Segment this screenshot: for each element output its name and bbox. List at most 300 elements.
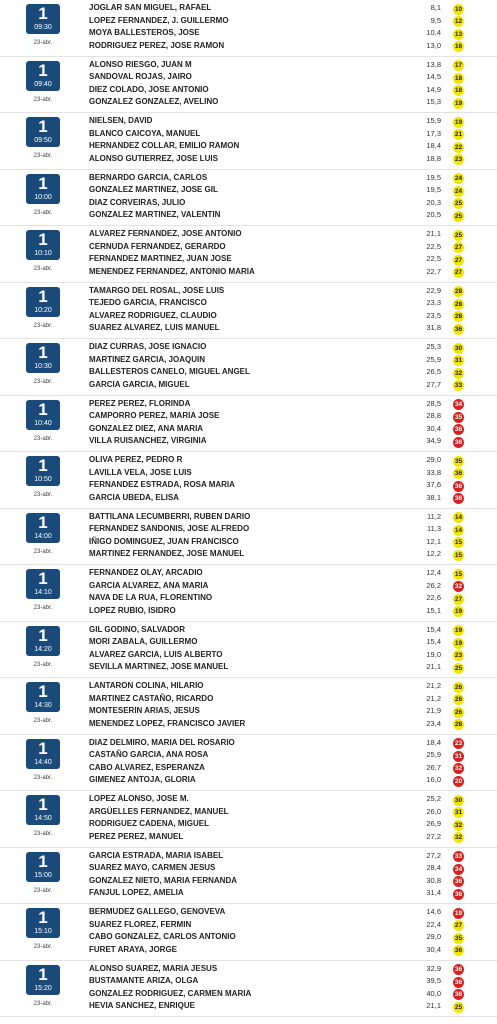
playing-handicap-badge: 35 [454, 934, 463, 942]
tee-time-group[interactable] [0, 396, 497, 453]
player-name: MENENDEZ LOPEZ, FRANCISCO JAVIER [89, 718, 246, 728]
handicap-index: 22,4 [426, 919, 441, 929]
handicap-index: 33,8 [426, 467, 441, 477]
player-name: ARGÜELLES FERNANDEZ, MANUEL [89, 806, 229, 816]
player-row [89, 322, 469, 335]
player-row [89, 285, 469, 298]
playing-handicap-badge: 15 [454, 551, 463, 559]
handicap-index: 29,0 [426, 455, 441, 464]
playing-handicap-badge: 33 [454, 853, 463, 860]
player-name: TEJEDO GARCIA, FRANCISCO [89, 298, 207, 307]
tee-date: 23-abr. [33, 209, 53, 216]
tee-badge [26, 852, 60, 882]
player-row [89, 84, 469, 97]
player-name: SUAREZ MAYO, CARMEN JESUS [89, 863, 216, 872]
player-rows [89, 2, 469, 52]
handicap-index: 13,8 [426, 59, 441, 69]
player-row [89, 71, 469, 84]
player-row [89, 379, 469, 392]
player-rows [89, 398, 469, 448]
tee-badge [26, 400, 60, 430]
playing-handicap-badge: 19 [454, 627, 463, 634]
handicap-index: 21,1 [426, 1001, 441, 1010]
playing-handicap-badge: 22 [454, 143, 463, 151]
player-row [89, 1000, 469, 1013]
tee-time-group[interactable] [0, 848, 497, 905]
playing-handicap-badge: 13 [454, 30, 463, 38]
tee-date: 23-abr. [33, 266, 53, 272]
player-name: ALVAREZ RODRIGUEZ, CLAUDIO [89, 310, 217, 320]
player-rows [89, 511, 469, 561]
player-name: DIAZ CURRAS, JOSE IGNACIO [89, 342, 207, 351]
player-name: PEREZ PEREZ, FLORINDA [89, 398, 191, 408]
tee-date: 23-abr. [33, 96, 53, 103]
tee-time: 15:10 [34, 928, 52, 935]
handicap-index: 21,2 [426, 693, 441, 703]
player-row [89, 454, 469, 467]
playing-handicap-badge: 36 [454, 966, 463, 973]
tee-date: 23-abr. [33, 718, 53, 724]
tee-number: 1 [38, 908, 48, 927]
handicap-index: 26,2 [426, 580, 441, 590]
player-name: FERNANDEZ OLAY, ARCADIO [89, 568, 203, 577]
handicap-index: 19,5 [426, 172, 441, 182]
playing-handicap-badge: 28 [454, 300, 463, 308]
tee-time: 10:30 [34, 363, 52, 370]
tee-date: 23-abr. [33, 1000, 53, 1007]
tee-date: 23-abr. [33, 944, 53, 950]
playing-handicap-badge: 19 [454, 99, 463, 107]
tee-number: 1 [38, 738, 48, 758]
playing-handicap-badge: 19 [454, 909, 463, 917]
player-row [89, 718, 469, 731]
handicap-index: 30,4 [426, 944, 441, 954]
player-name: OLIVA PEREZ, PEDRO R [89, 455, 183, 464]
player-row [89, 693, 469, 706]
playing-handicap-badge: 26 [454, 708, 463, 716]
tee-time: 15:20 [34, 984, 52, 992]
player-name: BERNARDO GARCIA, CARLOS [89, 172, 208, 182]
player-name: CERNUDA FERNANDEZ, GERARDO [89, 241, 226, 251]
player-name: ALONSO SUAREZ, MARIA JESUS [89, 963, 218, 973]
handicap-index: 13,0 [426, 40, 441, 50]
playing-handicap-badge: 33 [454, 382, 463, 389]
player-name: VILLA RUISANCHEZ, VIRGINIA [89, 436, 207, 445]
handicap-index: 25,2 [426, 794, 441, 803]
tee-time-group[interactable] [0, 565, 497, 622]
tee-number: 1 [38, 456, 48, 475]
player-row [89, 749, 469, 762]
tee-badge [26, 117, 60, 147]
player-row [89, 762, 469, 775]
tee-time-group[interactable] [0, 339, 497, 396]
handicap-index: 22,6 [426, 593, 441, 602]
playing-handicap-badge: 15 [454, 539, 463, 546]
tee-time-group[interactable] [0, 452, 497, 509]
playing-handicap-badge: 31 [454, 752, 463, 760]
playing-handicap-badge: 32 [454, 369, 463, 377]
playing-handicap-badge: 24 [454, 175, 463, 182]
handicap-index: 26,9 [426, 819, 441, 828]
player-name: FERNANDEZ ESTRADA, ROSA MARIA [89, 480, 235, 489]
playing-handicap-badge: 34 [454, 401, 463, 408]
player-name: HERNANDEZ COLLAR, EMILIO RAMON [89, 141, 240, 150]
player-row [89, 140, 469, 153]
playing-handicap-badge: 27 [454, 595, 463, 603]
playing-handicap-badge: 36 [454, 890, 463, 898]
player-rows [89, 454, 469, 504]
player-name: GONZALEZ RODRIGUEZ, CARMEN MARIA [89, 988, 252, 998]
player-row [89, 511, 469, 524]
player-rows [89, 172, 469, 222]
tee-date: 23-abr. [33, 605, 53, 611]
player-row [89, 423, 469, 436]
handicap-index: 30,8 [426, 875, 441, 885]
player-name: MARTINEZ GARCIA, JOAQUIN [89, 354, 205, 364]
playing-handicap-badge: 28 [454, 313, 463, 320]
player-name: SUAREZ ALVAREZ, LUIS MANUEL [89, 323, 220, 332]
handicap-index: 12,4 [426, 568, 441, 577]
handicap-index: 29,0 [426, 932, 441, 941]
handicap-index: 12,1 [426, 536, 441, 546]
tee-badge [26, 682, 60, 712]
player-name: TAMARGO DEL ROSAL, JOSE LUIS [89, 285, 225, 295]
player-name: CABO ALVAREZ, ESPERANZA [89, 762, 205, 772]
playing-handicap-badge: 25 [454, 664, 463, 672]
handicap-index: 15,4 [426, 637, 441, 646]
player-row [89, 931, 469, 944]
player-row [89, 2, 469, 15]
tee-badge [26, 343, 60, 373]
player-row [89, 209, 469, 222]
handicap-index: 25,9 [426, 354, 441, 364]
tee-badge [26, 965, 60, 995]
handicap-index: 32,9 [426, 963, 441, 973]
player-rows [89, 115, 469, 165]
player-rows [89, 737, 469, 787]
handicap-index: 15,9 [426, 116, 441, 125]
tee-time: 14:20 [34, 645, 52, 653]
playing-handicap-badge: 36 [454, 426, 463, 433]
player-name: GIMENEZ ANTOJA, GLORIA [89, 775, 196, 784]
handicap-index: 19,5 [426, 185, 441, 194]
playing-handicap-badge: 18 [454, 87, 463, 94]
player-name: CAMPORRO PEREZ, MARIA JOSE [89, 411, 220, 420]
player-name: ALONSO RIESGO, JUAN M [89, 59, 192, 69]
playing-handicap-badge: 27 [454, 256, 463, 264]
player-rows [89, 567, 469, 617]
tee-time-group[interactable] [0, 0, 497, 57]
handicap-index: 21,9 [426, 706, 441, 715]
player-name: LOPEZ FERNANDEZ, J. GUILLERMO [89, 15, 229, 25]
tee-time-group[interactable] [0, 170, 497, 227]
playing-handicap-badge: 30 [454, 344, 463, 352]
player-name: NIELSEN, DAVID [89, 116, 153, 125]
tee-time: 09:50 [34, 137, 52, 144]
player-name: GARCIA ESTRADA, MARIA ISABEL [89, 850, 224, 860]
player-row [89, 975, 469, 988]
handicap-index: 18,4 [426, 737, 441, 747]
player-name: NAVA DE LA RUA, FLORENTINO [89, 593, 213, 602]
handicap-index: 34,9 [426, 436, 441, 445]
player-row [89, 253, 469, 266]
player-row [89, 963, 469, 976]
player-row [89, 806, 469, 819]
handicap-index: 27,2 [426, 831, 441, 841]
player-row [89, 831, 469, 844]
playing-handicap-badge: 19 [454, 608, 463, 615]
playing-handicap-badge: 14 [454, 514, 463, 521]
player-row [89, 793, 469, 806]
playing-handicap-badge: 19 [454, 118, 463, 126]
handicap-index: 18,8 [426, 153, 441, 163]
tee-number: 1 [38, 512, 48, 532]
handicap-index: 40,0 [426, 988, 441, 998]
tee-time-group[interactable] [0, 283, 497, 340]
handicap-index: 30,4 [426, 423, 441, 433]
player-row [89, 919, 469, 932]
playing-handicap-badge: 32 [454, 834, 463, 841]
tee-time-group[interactable] [0, 961, 497, 1018]
player-name: FURET ARAYA, JORGE [89, 944, 178, 954]
player-row [89, 624, 469, 637]
player-row [89, 592, 469, 605]
player-rows [89, 228, 469, 278]
handicap-index: 21,2 [426, 681, 441, 690]
tee-time-group[interactable] [0, 57, 497, 114]
handicap-index: 25,3 [426, 342, 441, 351]
tee-badge [26, 739, 60, 769]
player-name: BALLESTEROS CANELO, MIGUEL ANGEL [89, 367, 250, 376]
playing-handicap-badge: 15 [454, 570, 463, 578]
playing-handicap-badge: 25 [454, 231, 463, 239]
tee-time-group[interactable] [0, 622, 497, 679]
playing-handicap-badge: 12 [454, 18, 463, 25]
player-row [89, 128, 469, 141]
player-name: GONZALEZ MARTINEZ, JOSE GIL [89, 185, 218, 194]
player-row [89, 661, 469, 674]
handicap-index: 28,5 [426, 398, 441, 408]
tee-time-group[interactable] [0, 113, 497, 170]
tee-number: 1 [38, 286, 48, 306]
tee-time-group[interactable] [0, 226, 497, 283]
player-row [89, 366, 469, 379]
player-row [89, 887, 469, 900]
tee-time: 10:40 [34, 419, 52, 427]
tee-date: 23-abr. [33, 153, 53, 159]
playing-handicap-badge: 23 [454, 652, 463, 659]
tee-badge [26, 513, 60, 543]
player-row [89, 354, 469, 367]
player-row [89, 705, 469, 718]
handicap-index: 10,4 [426, 28, 441, 37]
player-name: BATTILANA LECUMBERRI, RUBEN DARIO [89, 511, 251, 521]
playing-handicap-badge: 32 [454, 821, 463, 829]
player-name: IÑIGO DOMINGUEZ, JUAN FRANCISCO [89, 536, 239, 546]
tee-number: 1 [38, 682, 48, 701]
handicap-index: 27,2 [426, 850, 441, 860]
tee-badge [26, 61, 60, 91]
player-name: DIAZ DELMIRO, MARIA DEL ROSARIO [89, 737, 235, 747]
handicap-index: 14,9 [426, 84, 441, 94]
player-row [89, 310, 469, 323]
player-rows [89, 793, 469, 843]
tee-date: 23-abr. [33, 887, 53, 894]
player-row [89, 435, 469, 448]
tee-time: 09:30 [34, 24, 52, 31]
tee-time-group[interactable] [0, 509, 497, 566]
playing-handicap-badge: 27 [454, 269, 463, 276]
player-row [89, 988, 469, 1001]
tee-time: 10:00 [34, 193, 52, 201]
tee-number: 1 [38, 964, 48, 984]
player-name: GONZALEZ NIETO, MARIA FERNANDA [89, 875, 237, 885]
playing-handicap-badge: 36 [454, 438, 463, 446]
tee-time: 10:10 [34, 250, 52, 257]
handicap-index: 8,1 [430, 3, 441, 12]
player-row [89, 737, 469, 750]
playing-handicap-badge: 27 [454, 244, 463, 251]
player-row [89, 153, 469, 166]
handicap-index: 23,5 [426, 310, 441, 320]
tee-time: 10:20 [34, 306, 52, 314]
playing-handicap-badge: 23 [454, 740, 463, 747]
player-row [89, 467, 469, 480]
playing-handicap-badge: 31 [454, 809, 463, 816]
player-name: FERNANDEZ SANDONIS, JOSE ALFREDO [89, 524, 250, 533]
player-row [89, 605, 469, 618]
playing-handicap-badge: 26 [454, 696, 463, 703]
handicap-index: 22,5 [426, 241, 441, 251]
tee-time-group[interactable] [0, 791, 497, 848]
player-row [89, 818, 469, 831]
playing-handicap-badge: 16 [454, 43, 463, 50]
player-row [89, 172, 469, 185]
player-row [89, 523, 469, 536]
handicap-index: 28,8 [426, 411, 441, 420]
player-row [89, 266, 469, 279]
playing-handicap-badge: 26 [454, 683, 463, 691]
handicap-index: 28,4 [426, 863, 441, 872]
tee-number: 1 [38, 569, 48, 588]
tee-badge [26, 795, 60, 825]
player-name: MENENDEZ FERNANDEZ, ANTONIO MARIA [89, 266, 255, 276]
playing-handicap-badge: 35 [454, 413, 463, 421]
player-row [89, 862, 469, 875]
tee-number: 1 [38, 230, 48, 249]
player-row [89, 341, 469, 354]
player-row [89, 567, 469, 580]
handicap-index: 9,5 [430, 15, 441, 25]
tee-badge [26, 908, 60, 938]
player-row [89, 492, 469, 505]
player-name: SUAREZ FLOREZ, FERMIN [89, 919, 192, 929]
player-row [89, 184, 469, 197]
player-name: FANJUL LOPEZ, AMELIA [89, 888, 184, 897]
tee-badge [26, 230, 60, 260]
handicap-index: 15,4 [426, 624, 441, 634]
handicap-index: 26,5 [426, 367, 441, 376]
player-rows [89, 285, 469, 335]
player-row [89, 906, 469, 919]
playing-handicap-badge: 25 [454, 212, 463, 220]
tee-number: 1 [38, 625, 48, 645]
playing-handicap-badge: 36 [454, 991, 463, 998]
player-row [89, 680, 469, 693]
handicap-index: 22,7 [426, 266, 441, 276]
handicap-index: 12,2 [426, 549, 441, 558]
player-rows [89, 963, 469, 1013]
playing-handicap-badge: 36 [454, 470, 463, 477]
tee-time: 14:50 [34, 815, 52, 822]
tee-time: 14:10 [34, 589, 52, 596]
player-rows [89, 624, 469, 674]
playing-handicap-badge: 20 [454, 777, 463, 785]
handicap-index: 14,5 [426, 72, 441, 81]
tee-badge [26, 456, 60, 486]
player-name: DIEZ COLADO, JOSE ANTONIO [89, 84, 209, 94]
playing-handicap-badge: 30 [454, 796, 463, 804]
player-row [89, 241, 469, 254]
playing-handicap-badge: 19 [454, 639, 463, 647]
player-row [89, 228, 469, 241]
player-row [89, 398, 469, 411]
playing-handicap-badge: 23 [454, 156, 463, 163]
tee-number: 1 [38, 60, 48, 80]
playing-handicap-badge: 31 [454, 357, 463, 364]
player-name: LANTARON COLINA, HILARIO [89, 681, 204, 690]
playing-handicap-badge: 17 [454, 62, 463, 69]
player-name: PEREZ PEREZ, MANUEL [89, 831, 184, 841]
player-row [89, 297, 469, 310]
tee-number: 1 [38, 117, 48, 136]
player-name: DIAZ CORVEIRAS, JULIO [89, 197, 186, 207]
tee-time: 14:00 [34, 532, 52, 540]
handicap-index: 11,3 [426, 524, 441, 533]
player-row [89, 15, 469, 28]
tee-number: 1 [38, 795, 48, 814]
player-name: ALVAREZ GARCIA, LUIS ALBERTO [89, 649, 223, 659]
player-rows [89, 906, 469, 956]
tee-number: 1 [38, 399, 48, 419]
tee-time-group[interactable] [0, 678, 497, 735]
handicap-index: 19,0 [426, 649, 441, 659]
tee-badge [26, 4, 60, 34]
handicap-index: 38,1 [426, 492, 441, 502]
player-name: SANDOVAL ROJAS, JAIRO [89, 72, 192, 81]
player-name: GONZALEZ DIEZ, ANA MARIA [89, 423, 204, 433]
tee-time-group[interactable] [0, 735, 497, 792]
handicap-index: 20,3 [426, 197, 441, 207]
tee-time-group[interactable] [0, 904, 497, 961]
tee-time: 15:00 [34, 871, 52, 879]
tee-badge [26, 174, 60, 204]
handicap-index: 11,2 [426, 511, 441, 521]
handicap-index: 26,0 [426, 806, 441, 816]
tee-date: 23-abr. [33, 831, 53, 837]
playing-handicap-badge: 21 [454, 131, 463, 138]
player-row [89, 27, 469, 40]
player-rows [89, 850, 469, 900]
player-name: ALVAREZ FERNANDEZ, JOSE ANTONIO [89, 229, 242, 238]
playing-handicap-badge: 36 [454, 878, 463, 885]
player-rows [89, 680, 469, 730]
handicap-index: 31,8 [426, 323, 441, 332]
player-row [89, 580, 469, 593]
tee-date: 23-abr. [33, 379, 53, 385]
player-name: GARCIA UBEDA, ELISA [89, 492, 179, 502]
handicap-index: 21,1 [426, 662, 441, 671]
